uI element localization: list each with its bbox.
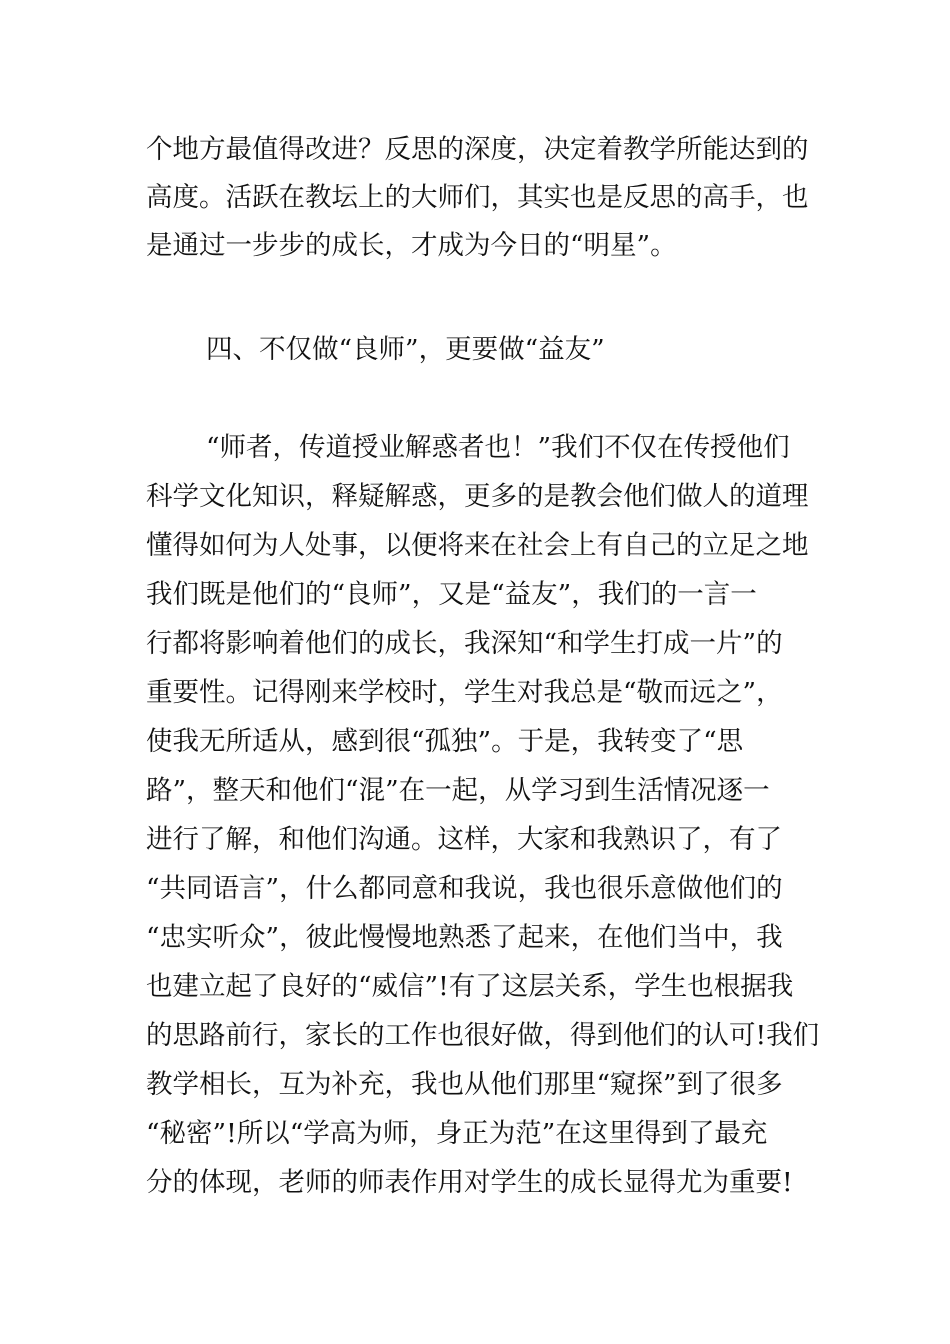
text-line: “共同语言”，什么都同意和我说，我也很乐意做他们的 (146, 873, 783, 904)
text-line: 行都将影响着他们的成长，我深知“和学生打成一片”的 (146, 628, 783, 659)
text-line: 高度。活跃在教坛上的大师们，其实也是反思的高手，也 (146, 182, 809, 213)
text-line: 路”，整天和他们“混”在一起，从学习到生活情况逐一 (146, 775, 770, 806)
section-heading: 四、不仅做“良师”，更要做“益友” (206, 334, 605, 365)
text-line: 重要性。记得刚来学校时，学生对我总是“敬而远之”， (146, 677, 783, 708)
text-line: 进行了解，和他们沟通。这样，大家和我熟识了，有了 (146, 824, 782, 855)
text-line: 分的体现，老师的师表作用对学生的成长显得尤为重要! (146, 1167, 793, 1198)
text-line: “忠实听众”，彼此慢慢地熟悉了起来，在他们当中，我 (146, 922, 783, 953)
text-line: 使我无所适从，感到很“孤独”。于是，我转变了“思 (146, 726, 744, 757)
text-line: 教学相长，互为补充，我也从他们那里“窥探”到了很多 (146, 1069, 783, 1100)
text-line: 个地方最值得改进？反思的深度，决定着教学所能达到的 (146, 134, 809, 165)
text-line: “师者，传道授业解惑者也！”我们不仅在传授他们 (206, 432, 790, 463)
text-line: “秘密”!所以“学高为师，身正为范”在这里得到了最充 (146, 1118, 768, 1149)
text-line: 懂得如何为人处事，以便将来在社会上有自己的立足之地 (146, 530, 809, 561)
text-line: 的思路前行，家长的工作也很好做，得到他们的认可!我们 (146, 1020, 820, 1051)
text-line: 是通过一步步的成长，才成为今日的“明星”。 (146, 230, 677, 261)
text-line: 科学文化知识，释疑解惑，更多的是教会他们做人的道理 (146, 481, 809, 512)
text-line: 也建立起了良好的“威信”!有了这层关系，学生也根据我 (146, 971, 794, 1002)
text-line: 我们既是他们的“良师”，又是“益友”，我们的一言一 (146, 579, 757, 610)
